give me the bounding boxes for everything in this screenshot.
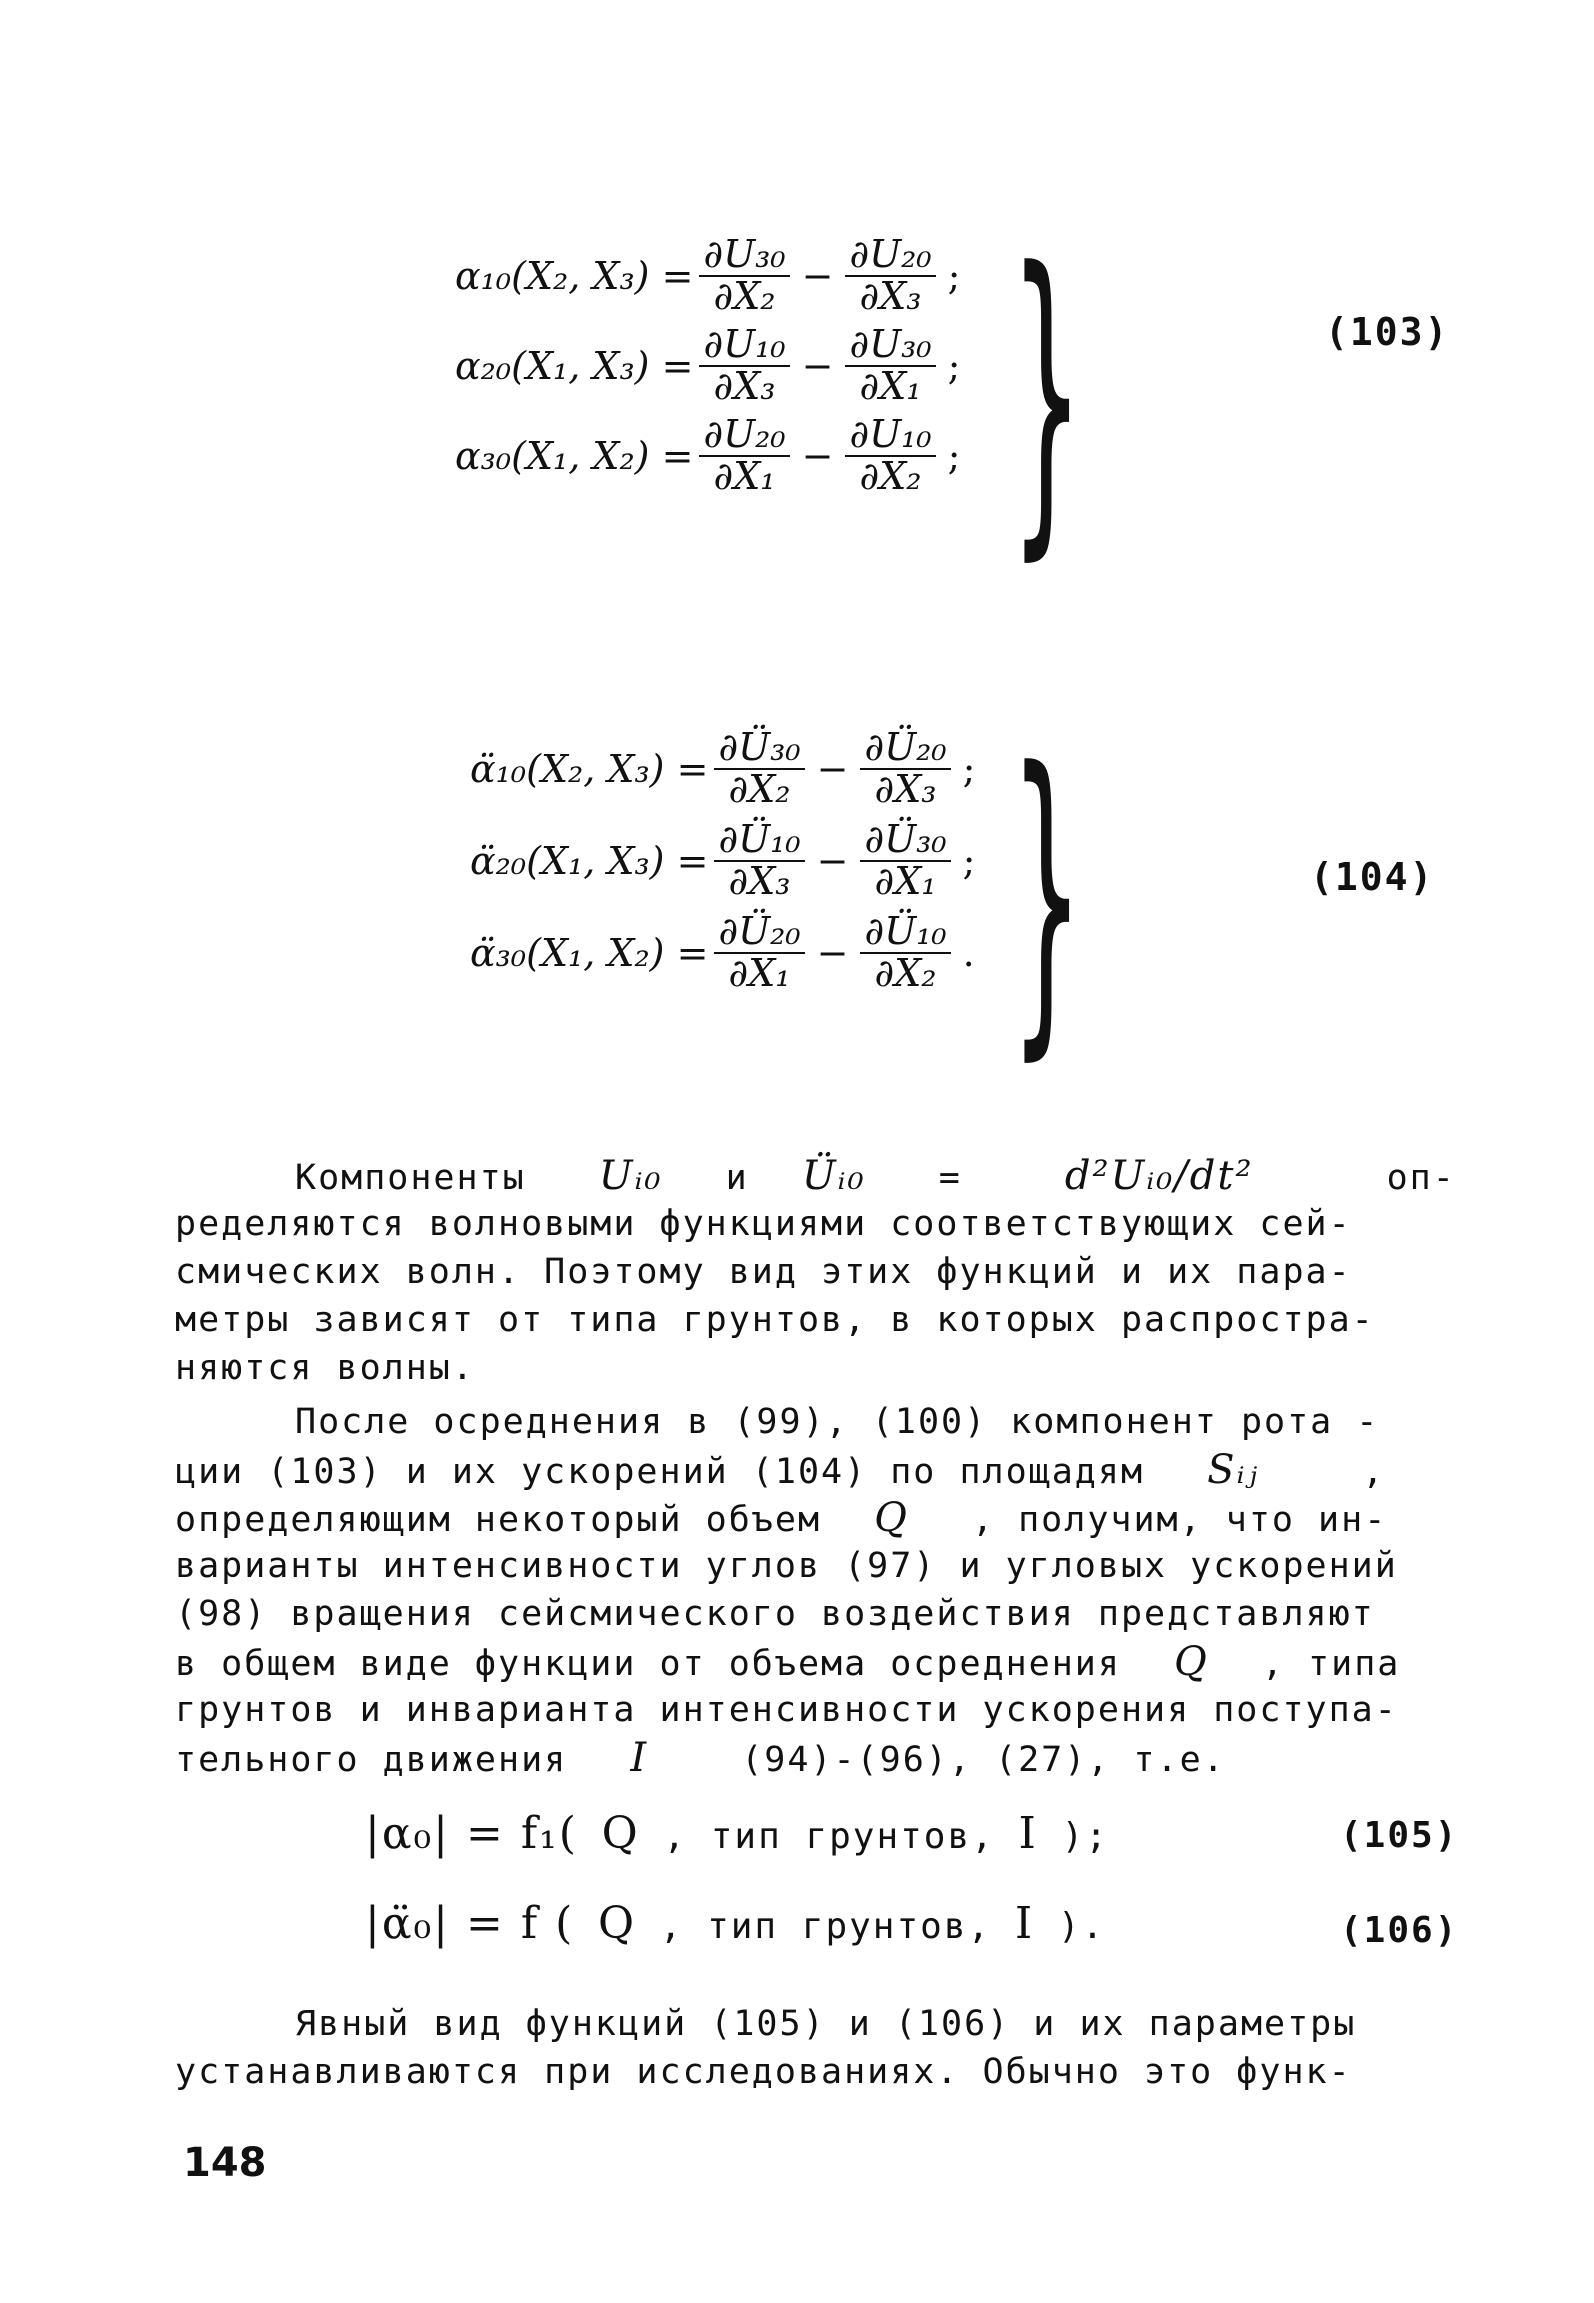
numerator: ∂Ü₂₀: [860, 728, 950, 770]
minus-sign: −: [816, 746, 849, 791]
text: определяющим некоторый объем: [175, 1500, 822, 1540]
equation-terminator: ;: [962, 746, 976, 791]
text-line: (98) вращения сейсмического воздействия представляют: [175, 1594, 1375, 1634]
minus-sign: −: [801, 343, 834, 388]
text: , типа: [1261, 1644, 1401, 1684]
numerator: ∂U₁₀: [845, 415, 935, 457]
equation-line: [470, 909, 975, 995]
equation-lhs: α̈₃₀(X₁, X₂) =: [470, 930, 709, 975]
equation-line: [455, 232, 961, 318]
text-line: [175, 1398, 1475, 1446]
math-symbol: Sᵢⱼ: [1207, 1447, 1260, 1493]
text: ).: [1057, 1906, 1106, 1947]
text-line: метры зависят от типа грунтов, в которых распростра-: [175, 1300, 1375, 1340]
denominator: ∂X₂: [713, 273, 776, 318]
formula-lhs: |α₀| = f₁(: [365, 1808, 578, 1859]
text: тельного движения: [175, 1740, 568, 1780]
text-line: смических волн. Поэтому вид этих функций и их пара-: [175, 1252, 1352, 1292]
text: в общем виде функции от объема осреднения: [175, 1644, 1121, 1684]
text-line: грунтов и инварианта интенсивности ускорения поступа-: [175, 1690, 1398, 1730]
text: После осреднения в (99), (100) компонент рота -: [295, 1402, 1380, 1442]
equation-number: (104): [1310, 855, 1435, 899]
fraction: [714, 817, 804, 903]
math-symbol: Uᵢ₀: [598, 1153, 663, 1199]
numerator: ∂U₃₀: [699, 235, 789, 277]
equation-terminator: ;: [947, 253, 961, 298]
math-symbol: I: [630, 1735, 649, 1781]
formula-105: [365, 1808, 1109, 1859]
text-line: устанавливаются при исследованиях. Обычно это функ-: [175, 2052, 1352, 2092]
equation-lhs: α̈₁₀(X₂, X₃) =: [470, 746, 709, 791]
text: ции (103) и их ускорений (104) по площадям: [175, 1452, 1145, 1492]
numerator: ∂U₃₀: [845, 325, 935, 367]
fraction: [699, 412, 789, 498]
text: Явный вид функций (105) и (106) и их параметры: [295, 2004, 1357, 2044]
denominator: ∂X₁: [728, 950, 791, 995]
fraction: [845, 322, 935, 408]
denominator: ∂X₁: [874, 858, 937, 903]
math-symbol: Q: [601, 1808, 640, 1859]
equation-lhs: α̈₂₀(X₁, X₃) =: [470, 838, 709, 883]
math-symbol: Q: [874, 1495, 909, 1541]
formula-106: [365, 1898, 1105, 1949]
text: (94)-(96), (27), т.е.: [741, 1740, 1226, 1780]
text-line: [175, 1638, 1475, 1686]
denominator: ∂X₃: [874, 766, 937, 811]
minus-sign: −: [816, 838, 849, 883]
math-expression: d²Uᵢ₀/dt²: [1064, 1153, 1254, 1199]
fraction: [714, 909, 804, 995]
equation-number: (103): [1325, 310, 1450, 354]
page-number: 148: [183, 2140, 267, 2186]
minus-sign: −: [816, 930, 849, 975]
fraction: [845, 232, 935, 318]
denominator: ∂X₂: [859, 453, 922, 498]
numerator: ∂Ü₃₀: [714, 728, 804, 770]
denominator: ∂X₁: [859, 363, 922, 408]
minus-sign: −: [801, 253, 834, 298]
math-symbol: Q: [1174, 1639, 1209, 1685]
text-line: ределяются волновыми функциями соответствующих сей-: [175, 1204, 1352, 1244]
denominator: ∂X₃: [713, 363, 776, 408]
text-line: няются волны.: [175, 1348, 475, 1388]
text: Компоненты: [295, 1158, 526, 1198]
text: , тип грунтов,: [659, 1906, 992, 1947]
equation-lhs: α₁₀(X₂, X₃) =: [455, 253, 694, 298]
equation-terminator: ;: [947, 343, 961, 388]
fraction: [699, 322, 789, 408]
formula-lhs: |α̈₀| = f (: [365, 1898, 575, 1949]
text-line: варианты интенсивности углов (97) и угловых ускорений: [175, 1546, 1398, 1586]
text-line: [175, 1446, 1475, 1494]
text-line: [175, 1152, 1475, 1200]
paragraph: [175, 2000, 1475, 2096]
text: );: [1061, 1816, 1109, 1857]
equation-terminator: ;: [962, 838, 976, 883]
text-line: [175, 1734, 1475, 1782]
right-brace: }: [1010, 703, 1084, 1087]
numerator: ∂Ü₂₀: [714, 912, 804, 954]
denominator: ∂X₃: [859, 273, 922, 318]
text: , тип грунтов,: [663, 1816, 995, 1857]
equation-number: (105): [1340, 1815, 1459, 1856]
math-symbol: I: [1014, 1898, 1035, 1949]
numerator: ∂U₁₀: [699, 325, 789, 367]
numerator: ∂U₂₀: [699, 415, 789, 457]
numerator: ∂U₂₀: [845, 235, 935, 277]
equation-terminator: .: [962, 930, 975, 975]
equation-lhs: α₂₀(X₁, X₃) =: [455, 343, 694, 388]
text: ,: [1362, 1452, 1386, 1492]
math-symbol: Q: [597, 1898, 637, 1949]
right-brace: }: [1010, 203, 1084, 587]
equation-terminator: ;: [947, 433, 961, 478]
fraction: [845, 412, 935, 498]
equation-line: [455, 322, 961, 408]
paragraph: [175, 1398, 1475, 1782]
fraction: [699, 232, 789, 318]
paragraph: [175, 1152, 1475, 1392]
equation-line: [470, 817, 976, 903]
denominator: ∂X₃: [728, 858, 791, 903]
equation-line: [470, 725, 976, 811]
equation-line: [455, 412, 961, 498]
denominator: ∂X₂: [728, 766, 791, 811]
equation-lhs: α₃₀(X₁, X₂) =: [455, 433, 694, 478]
math-symbol: Üᵢ₀: [801, 1153, 866, 1199]
text: оп-: [1386, 1158, 1456, 1198]
numerator: ∂Ü₁₀: [714, 820, 804, 862]
text: и: [725, 1158, 749, 1198]
text: =: [938, 1158, 962, 1198]
text: , получим, что ин-: [971, 1500, 1388, 1540]
numerator: ∂Ü₁₀: [860, 912, 950, 954]
fraction: [860, 725, 950, 811]
fraction: [714, 725, 804, 811]
numerator: ∂Ü₃₀: [860, 820, 950, 862]
equation-number: (106): [1340, 1910, 1459, 1951]
text-line: [175, 2000, 1475, 2048]
denominator: ∂X₂: [874, 950, 937, 995]
math-symbol: I: [1018, 1808, 1038, 1859]
fraction: [860, 817, 950, 903]
minus-sign: −: [801, 433, 834, 478]
denominator: ∂X₁: [713, 453, 776, 498]
text-line: [175, 1494, 1475, 1542]
fraction: [860, 909, 950, 995]
